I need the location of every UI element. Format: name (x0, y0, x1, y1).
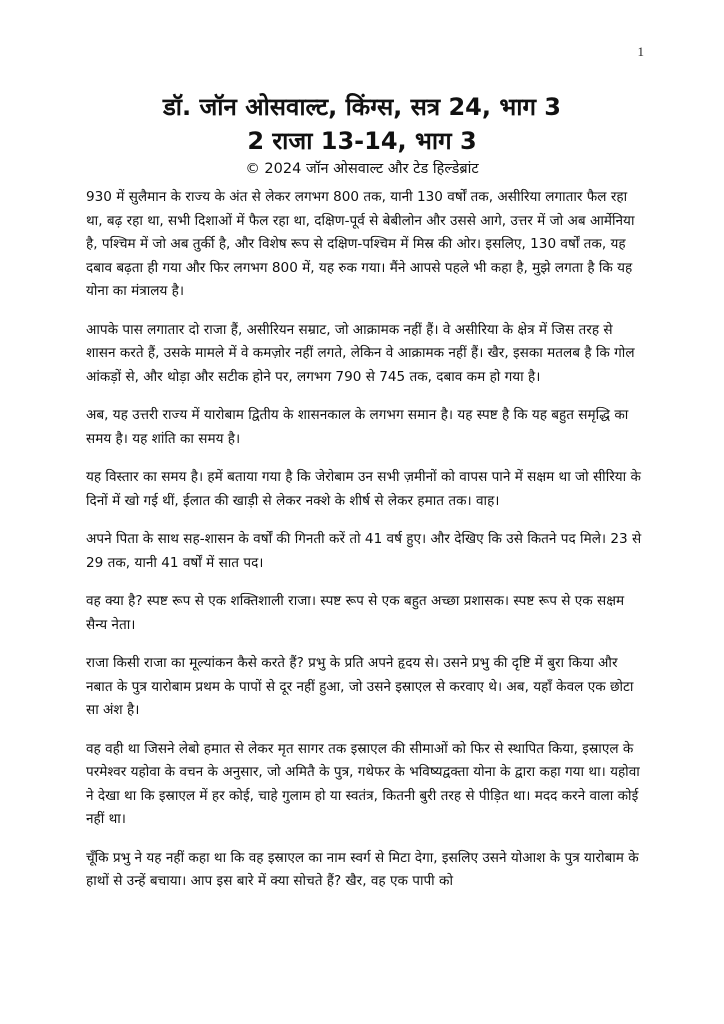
title-block (70, 90, 654, 180)
paragraph-5: अपने पिता के साथ सह-शासन के वर्षों की गिनती करें तो 41 वर्ष हुए। और देखिए कि उसे कितने पद मिले। 23 से 29 तक, यानी 41 वर्षों में सात पद। (86, 531, 642, 571)
paragraph-3: अब, यह उत्तरी राज्य में यारोबाम द्वितीय के शासनकाल के लगभग समान है। यह स्पष्ट है कि यह बहुत समृद्धि का समय है। यह शांति का समय है। (86, 407, 629, 447)
paragraph-6: वह क्या है? स्पष्ट रूप से एक शक्तिशाली राजा। स्पष्ट रूप से एक बहुत अच्छा प्रशासक। स्पष्ट रूप से एक सक्षम सैन्य नेता। (86, 593, 625, 633)
document-subtitle: 2 राजा 13-14, भाग 3 (247, 127, 477, 155)
paragraph-1: 930 में सुलैमान के राज्य के अंत से लेकर लगभग 800 तक, यानी 130 वर्षों तक, असीरिया लगातार फैल रहा था, बढ़ रहा था, सभी दिशाओं में फैल रहा था, दक्षिण-पूर्व से बेबीलोन और उससे आगे, उत्तर में जो अब आर्मेनिया है, पश्चिम में जो अब तुर्की है, और विशेष रूप से दक्षिण-पश्चिम में मिस्र की ओर। इसलिए, 130 वर्षों तक, यह दबाव बढ़ता ही गया और फिर लगभग 800 में, यह रुक गया। मैंने आपसे पहले भी कहा है, मुझे लगता है कि यह योना का मंत्रालय है। (86, 189, 635, 299)
copyright-line: © 2024 जॉन ओसवाल्ट और टेड हिल्डेब्रांट (245, 161, 479, 177)
paragraph-7: राजा किसी राजा का मूल्यांकन कैसे करते हैं? प्रभु के प्रति अपने हृदय से। उसने प्रभु की दृष्टि में बुरा किया और नबात के पुत्र यारोबाम प्रथम के पापों से दूर नहीं हुआ, जो उसने इस्राएल से करवाए थे। अब, यहाँ केवल एक छोटा सा अंश है। (86, 655, 634, 718)
paragraph-2: आपके पास लगातार दो राजा हैं, असीरियन सम्राट, जो आक्रामक नहीं हैं। वे असीरिया के क्षेत्र में जिस तरह से शासन करते हैं, उसके मामले में वे कमज़ोर नहीं लगते, लेकिन वे आक्रामक नहीं हैं। खैर, इसका मतलब है कि गोल आंकड़ों से, और थोड़ा और सटीक होने पर, लगभग 790 से 745 तक, दबाव कम हो गया है। (86, 321, 635, 385)
paragraph-9: चूँकि प्रभु ने यह नहीं कहा था कि वह इस्राएल का नाम स्वर्ग से मिटा देगा, इसलिए उसने योआश के पुत्र यारोबाम के हाथों से उन्हें बचाया। आप इस बारे में क्या सोचते हैं? खैर, वह एक पापी को (86, 849, 639, 889)
document-title: डॉ. जॉन ओसवाल्ट, किंग्स, सत्र 24, भाग 3 (162, 93, 562, 121)
paragraph-8: वह वही था जिसने लेबो हमात से लेकर मृत सागर तक इस्राएल की सीमाओं को फिर से स्थापित किया, इस्राएल के परमेश्वर यहोवा के वचन के अनुसार, जो अमितै के पुत्र, गथेफर के भविष्यद्वक्ता योना के द्वारा कहा गया था। यहोवा ने देखा था कि इस्राएल में हर कोई, चाहे गुलाम हो या स्वतंत्र, कितनी बुरी तरह से पीड़ित था। मदद करने वाला कोई नहीं था। (86, 740, 640, 827)
document-body (86, 186, 642, 909)
paragraph-4: यह विस्तार का समय है। हमें बताया गया है कि जेरोबाम उन सभी ज़मीनों को वापस पाने में सक्षम था जो सीरिया के दिनों में खो गई थीं, ईलात की खाड़ी से लेकर नक्शे के शीर्ष से लेकर हमात तक। वाह। (86, 469, 641, 509)
page-number: 1 (637, 44, 644, 59)
